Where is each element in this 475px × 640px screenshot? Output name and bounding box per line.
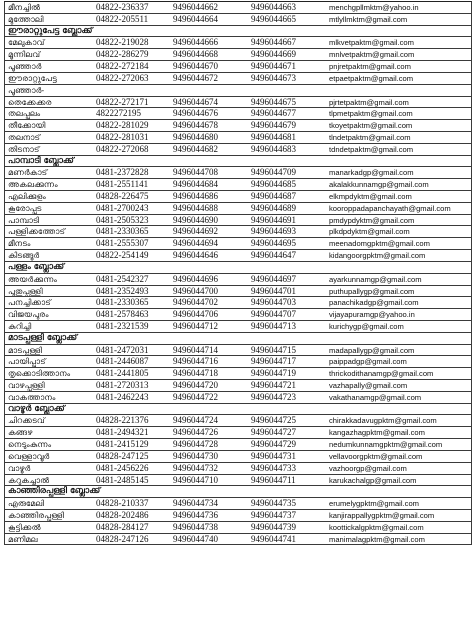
email-address: akalakkunnamgp@gmail.com <box>329 180 429 190</box>
mobile-number-2: 9496044715 <box>251 344 296 355</box>
landline-number: 04822-281031 <box>96 131 149 142</box>
email-address: ayarkunnamgp@gmail.com <box>329 274 422 284</box>
panchayat-name: തലനാട് <box>8 131 41 142</box>
table-row <box>4 380 472 392</box>
table-row <box>4 286 472 298</box>
mobile-number-1: 9496044710 <box>173 474 218 485</box>
email-address: kanjirappallygpktm@gmail.com <box>329 510 435 520</box>
table-row <box>4 167 472 179</box>
mobile-number-2: 9496044673 <box>251 72 296 83</box>
landline-number: 0481-2542327 <box>96 273 149 284</box>
mobile-number-1: 9496044680 <box>173 131 218 142</box>
panchayat-name: എരുമേലി <box>8 498 45 509</box>
email-address: kidangoorgpktm@gmail.com <box>329 251 426 261</box>
landline-number: 04828-210337 <box>96 498 149 509</box>
mobile-number-1: 9496044662 <box>173 2 218 12</box>
email-address: koottickalgpktm@gmail.com <box>329 522 424 532</box>
landline-number: 0481-2321539 <box>96 320 149 331</box>
panchayat-name: തെക്കേക്കര <box>8 96 52 107</box>
mobile-number-2: 9496044697 <box>251 273 296 284</box>
panchayat-name: വാഴൂർ <box>8 462 31 473</box>
table-row <box>4 321 472 333</box>
panchayat-name: പള്ളിക്കത്തോട് <box>8 226 66 237</box>
email-address: tlndetpaktm@gmail.com <box>329 132 411 142</box>
email-address: paippadgp@gmail.com <box>329 357 407 367</box>
table-row <box>4 415 472 427</box>
email-address: mlkvetpaktm@gmail.com <box>329 38 414 48</box>
table-row <box>4 73 472 85</box>
landline-number: 04828-284127 <box>96 521 149 532</box>
panchayat-name: കുറിച്ചി <box>8 320 32 331</box>
landline-number: 0481-2352493 <box>96 285 149 296</box>
landline-number: 04822-286279 <box>96 49 149 60</box>
landline-number: 04822-272171 <box>96 96 149 107</box>
landline-number: 0481-2372828 <box>96 167 149 178</box>
mobile-number-2: 9496044693 <box>251 226 296 237</box>
table-row <box>4 97 472 109</box>
mobile-number-1: 9496044714 <box>173 344 218 355</box>
mobile-number-2: 9496044663 <box>251 2 296 12</box>
landline-number: 04822-236337 <box>96 2 149 12</box>
panchayat-name: ചിറക്കടവ് <box>8 415 45 426</box>
landline-number: 04822-272068 <box>96 143 149 154</box>
mobile-number-1: 9496044686 <box>173 191 218 201</box>
table-row <box>4 356 472 368</box>
email-address: chirakkadavugpktm@gmail.com <box>329 416 437 426</box>
email-address: etpaetpaktm@gmail.com <box>329 73 414 83</box>
block-title: പള്ളം ബ്ലോക്ക് <box>8 261 65 272</box>
mobile-number-2: 9496044733 <box>251 462 296 473</box>
table-row <box>4 226 472 238</box>
landline-number: 0481-2555307 <box>96 238 149 249</box>
mobile-number-2: 9496044647 <box>251 250 296 261</box>
landline-number: 04828-202486 <box>96 509 149 520</box>
mobile-number-1: 9496044712 <box>173 320 218 331</box>
landline-number: 04822-272063 <box>96 72 149 83</box>
landline-number: 0481-2485145 <box>96 474 149 485</box>
landline-number: 04822-272184 <box>96 61 149 72</box>
email-address: manimalagpktm@gmail.com <box>329 534 425 544</box>
mobile-number-2: 9496044691 <box>251 214 296 225</box>
mobile-number-1: 9496044728 <box>173 439 218 450</box>
landline-number: 04822-219028 <box>96 37 149 48</box>
email-address: menchgpllmktm@yahoo.in <box>329 3 419 12</box>
landline-number: 0481-2446087 <box>96 356 149 367</box>
landline-number: 0481-2551141 <box>96 179 149 190</box>
panchayat-name: തൃക്കൊടിത്താനം <box>8 368 71 379</box>
landline-number: 0481-2578463 <box>96 309 149 320</box>
mobile-number-2: 9496044685 <box>251 179 296 190</box>
table-row <box>4 215 472 227</box>
panchayat-name: പൂഞ്ഞാർ <box>8 61 42 72</box>
table-row <box>4 475 472 487</box>
landline-number <box>96 85 166 96</box>
mobile-number-2: 9496044709 <box>251 167 296 178</box>
directory-table <box>4 1 472 545</box>
mobile-number-2: 9496044739 <box>251 521 296 532</box>
panchayat-name: കൂട്ടിക്കൽ <box>8 521 41 532</box>
panchayat-name: കറുകച്ചാൽ <box>8 474 50 485</box>
email-address: mtlyllmktm@gmail.com <box>329 14 408 24</box>
landline-number: 0481-2700243 <box>96 202 149 213</box>
mobile-number-1: 9496044736 <box>173 509 218 520</box>
mobile-number-1: 9496044676 <box>173 108 218 119</box>
landline-number: 0481-2720313 <box>96 380 149 390</box>
panchayat-name: പുതുപ്പള്ളി <box>8 285 43 296</box>
mobile-number-1: 9496044726 <box>173 427 218 438</box>
mobile-number-1: 9496044670 <box>173 61 218 72</box>
table-row <box>4 368 472 380</box>
email-address <box>329 85 472 96</box>
block-header-row <box>4 404 472 416</box>
table-row <box>4 191 472 203</box>
landline-number: 0481-2456226 <box>96 462 149 473</box>
email-address: elkmpdyktm@gmail.com <box>329 192 412 201</box>
email-address: tkoyetpaktm@gmail.com <box>329 121 413 131</box>
mobile-number-1: 9496044720 <box>173 380 218 390</box>
panchayat-name: ഈരാറ്റുപേട്ട <box>8 72 57 83</box>
mobile-number-2: 9496044701 <box>251 285 296 296</box>
email-address: vazhoorgp@gmail.com <box>329 463 407 473</box>
mobile-number-1: 9496044724 <box>173 415 218 426</box>
panchayat-name: മാടപ്പള്ളി <box>8 344 43 355</box>
table-row <box>4 144 472 156</box>
mobile-number-2: 9496044675 <box>251 96 296 107</box>
email-address: thrickodithanamgp@gmail.com <box>329 369 434 379</box>
mobile-number-2: 9496044737 <box>251 509 296 520</box>
mobile-number-2: 9496044727 <box>251 427 296 438</box>
table-row <box>4 451 472 463</box>
mobile-number-2: 9496044719 <box>251 368 296 379</box>
mobile-number-1: 9496044730 <box>173 450 218 461</box>
panchayat-name: പായിപ്പാട് <box>8 356 46 367</box>
panchayat-name: തീക്കോയി <box>8 120 46 131</box>
table-row <box>4 510 472 522</box>
table-row <box>4 274 472 286</box>
panchayat-name: അകലക്കുന്നം <box>8 179 58 190</box>
panchayat-name: പാമ്പാടി <box>8 214 40 225</box>
mobile-number-2: 9496044711 <box>251 474 296 485</box>
table-row <box>4 522 472 534</box>
landline-number: 0481-2415129 <box>96 439 149 450</box>
mobile-number-1: 9496044682 <box>173 143 218 154</box>
email-address: meenadomgpktm@gmail.com <box>329 239 430 249</box>
mobile-number-1: 9496044706 <box>173 309 218 320</box>
landline-number: 0481-2472031 <box>96 344 149 355</box>
mobile-number-2: 9496044717 <box>251 356 296 367</box>
table-row <box>4 297 472 309</box>
block-header-row <box>4 486 472 498</box>
mobile-number-2: 9496044703 <box>251 297 296 308</box>
table-row <box>4 238 472 250</box>
panchayat-name: തലപ്പലം <box>8 108 41 119</box>
table-row <box>4 37 472 49</box>
mobile-number-1: 9496044672 <box>173 72 218 83</box>
table-row <box>4 120 472 132</box>
mobile-number-1: 9496044738 <box>173 521 218 532</box>
email-address: kurichygp@gmail.com <box>329 321 404 331</box>
panchayat-name: തിടനാട് <box>8 143 40 154</box>
panchayat-name: കിടങ്ങൂർ <box>8 250 40 261</box>
panchayat-name: മീനച്ചിൽ <box>8 2 41 12</box>
landline-number: 4822272195 <box>96 108 141 119</box>
landline-number: 04828-226475 <box>96 191 149 201</box>
block-header-row <box>4 156 472 168</box>
block-title: വാഴൂർ ബ്ലോക്ക് <box>8 403 65 414</box>
panchayat-name: മീനടം <box>8 238 31 249</box>
table-row <box>4 463 472 475</box>
mobile-number-2: 9496044689 <box>251 202 296 213</box>
table-row <box>4 49 472 61</box>
block-header-row <box>4 333 472 345</box>
email-address: pmdypdyktm@gmail.com <box>329 215 415 225</box>
panchayat-name: കാഞ്ഞിരപ്പള്ളി <box>8 509 65 520</box>
panchayat-name: വെള്ളാവൂർ <box>8 450 50 461</box>
mobile-number-2: 9496044723 <box>251 391 296 402</box>
panchayat-name: കങ്ങഴ <box>8 427 33 438</box>
email-address: vijayapuramgp@yahoo.in <box>329 310 415 320</box>
panchayat-name: മണിമല <box>8 533 38 544</box>
table-row <box>4 439 472 451</box>
panchayat-name: അയർക്കുന്നം <box>8 273 57 284</box>
mobile-number-1: 9496044666 <box>173 37 218 48</box>
mobile-number-1: 9496044690 <box>173 214 218 225</box>
mobile-number-1: 9496044694 <box>173 238 218 249</box>
landline-number: 0481-2330365 <box>96 297 149 308</box>
landline-number: 0481-2441805 <box>96 368 149 379</box>
mobile-number-1: 9496044664 <box>173 13 218 24</box>
mobile-number-1: 9496044668 <box>173 49 218 60</box>
landline-number: 04828-221376 <box>96 415 149 426</box>
panchayat-name: മൂന്നിലവ് <box>8 49 41 60</box>
landline-number: 04822-205511 <box>96 13 149 24</box>
table-row <box>4 309 472 321</box>
email-address: erumelygpktm@gmail.com <box>329 499 419 509</box>
mobile-number-2: 9496044695 <box>251 238 296 249</box>
mobile-number-2: 9496044725 <box>251 415 296 426</box>
mobile-number-2: 9496044683 <box>251 143 296 154</box>
table-row <box>4 498 472 510</box>
mobile-number-2: 9496044671 <box>251 61 296 72</box>
mobile-number-1: 9496044696 <box>173 273 218 284</box>
mobile-number-1: 9496044734 <box>173 498 218 509</box>
email-address: manarkadgp@gmail.com <box>329 168 414 178</box>
table-row <box>4 392 472 404</box>
mobile-number-1: 9496044716 <box>173 356 218 367</box>
panchayat-name: വാഴപ്പള്ളി <box>8 380 45 390</box>
mobile-number-1: 9496044678 <box>173 120 218 131</box>
table-row <box>4 132 472 144</box>
email-address: tlpmetpaktm@gmail.com <box>329 109 413 119</box>
email-address: pnjretpaktm@gmail.com <box>329 62 411 72</box>
table-row <box>4 534 472 546</box>
mobile-number-1: 9496044708 <box>173 167 218 178</box>
email-address: nedumkunnamgpktm@gmail.com <box>329 440 443 450</box>
email-address: plkdpdyktm@gmail.com <box>329 227 410 237</box>
mobile-number-2 <box>251 85 331 96</box>
mobile-number-1 <box>173 85 243 96</box>
landline-number: 0481-2462243 <box>96 391 149 402</box>
email-address: madapallygp@gmail.com <box>329 345 415 355</box>
panchayat-name: മേലുകാവ് <box>8 37 45 48</box>
block-title: മാടപ്പള്ളി ബ്ലോക്ക് <box>8 332 78 343</box>
email-address: panachikadgp@gmail.com <box>329 298 419 308</box>
panchayat-name: വാകത്താനം <box>8 391 56 402</box>
mobile-number-1: 9496044646 <box>173 250 218 261</box>
table-row <box>4 108 472 120</box>
mobile-number-2: 9496044735 <box>251 498 296 509</box>
block-title: കാഞ്ഞിരപ്പള്ളി ബ്ലോക്ക് <box>8 486 101 497</box>
landline-number: 0481-2494321 <box>96 427 149 438</box>
mobile-number-2: 9496044687 <box>251 191 296 201</box>
mobile-number-1: 9496044688 <box>173 202 218 213</box>
landline-number: 04822-281029 <box>96 120 149 131</box>
panchayat-name: എലിക്കുളം <box>8 191 46 201</box>
landline-number: 04828-247125 <box>96 450 149 461</box>
panchayat-name: മുത്തോലി <box>8 13 44 24</box>
mobile-number-1: 9496044692 <box>173 226 218 237</box>
mobile-number-2: 9496044669 <box>251 49 296 60</box>
email-address: vazhapally@gmail.com <box>329 381 408 390</box>
mobile-number-2: 9496044731 <box>251 450 296 461</box>
email-address: tdndetpaktm@gmail.com <box>329 144 414 154</box>
mobile-number-1: 9496044684 <box>173 179 218 190</box>
mobile-number-2: 9496044721 <box>251 380 296 390</box>
email-address: kooroppadapanchayath@gmail.com <box>329 203 451 213</box>
email-address: karukachalgp@gmail.com <box>329 475 417 485</box>
table-row <box>4 250 472 262</box>
panchayat-name: നെടുംകുന്നം <box>8 439 52 450</box>
table-row <box>4 14 472 26</box>
email-address: kangazhagpktm@gmail.com <box>329 428 425 438</box>
landline-number: 04822-254149 <box>96 250 149 261</box>
email-address: puthupallygp@gmail.com <box>329 286 415 296</box>
mobile-number-1: 9496044718 <box>173 368 218 379</box>
mobile-number-2: 9496044679 <box>251 120 296 131</box>
mobile-number-2: 9496044729 <box>251 439 296 450</box>
table-row <box>4 427 472 439</box>
table-row <box>4 345 472 357</box>
mobile-number-1: 9496044700 <box>173 285 218 296</box>
block-header-row <box>4 26 472 38</box>
mobile-number-1: 9496044702 <box>173 297 218 308</box>
mobile-number-2: 9496044677 <box>251 108 296 119</box>
panchayat-name: പൂഞ്ഞാർ- <box>8 84 45 95</box>
mobile-number-2: 9496044713 <box>251 320 296 331</box>
mobile-number-2: 9496044667 <box>251 37 296 48</box>
mobile-number-2: 9496044741 <box>251 533 296 544</box>
panchayat-name: മണർകാട് <box>8 167 48 178</box>
mobile-number-2: 9496044707 <box>251 309 296 320</box>
landline-number: 0481-2505323 <box>96 214 149 225</box>
mobile-number-1: 9496044740 <box>173 533 218 544</box>
block-title: പാമ്പാടി ബ്ലോക്ക് <box>8 155 74 166</box>
email-address: pjrtetpaktm@gmail.com <box>329 97 409 107</box>
panchayat-name: പനച്ചിക്കാട് <box>8 297 51 308</box>
table-row <box>4 61 472 73</box>
panchayat-name: വിജയപുരം <box>8 309 49 320</box>
table-row <box>4 179 472 191</box>
block-header-row <box>4 262 472 274</box>
table-row <box>4 203 472 215</box>
email-address: vakathanamgp@gmail.com <box>329 392 422 402</box>
block-title: ഈരാറ്റുപേട്ട ബ്ലോക്ക് <box>8 25 93 36</box>
table-row <box>4 85 472 97</box>
email-address: vellavoorgpktm@gmail.com <box>329 451 423 461</box>
panchayat-name: കൂരോപ്പട <box>8 202 42 213</box>
mobile-number-1: 9496044674 <box>173 96 218 107</box>
mobile-number-1: 9496044732 <box>173 462 218 473</box>
landline-number: 04828-247126 <box>96 533 149 544</box>
mobile-number-2: 9496044665 <box>251 13 296 24</box>
table-row <box>4 2 472 14</box>
mobile-number-2: 9496044681 <box>251 131 296 142</box>
email-address: mnlvetpaktm@gmail.com <box>329 50 415 60</box>
mobile-number-1: 9496044722 <box>173 391 218 402</box>
landline-number: 0481-2330365 <box>96 226 149 237</box>
